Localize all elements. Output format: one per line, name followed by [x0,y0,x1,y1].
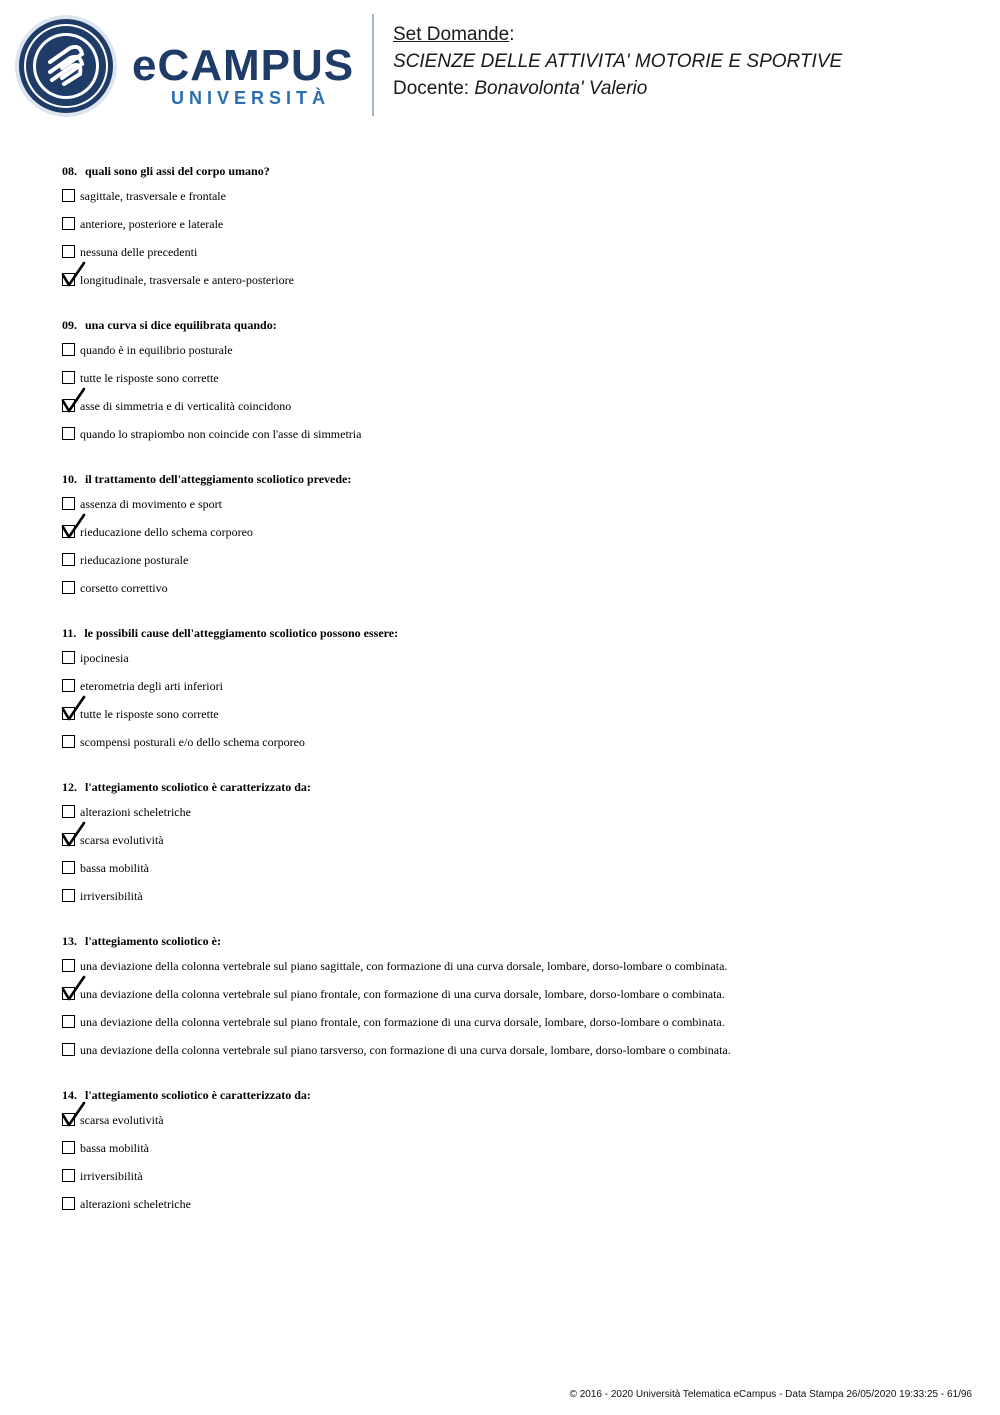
question-title [62,471,962,487]
answer-checkbox[interactable] [62,1141,75,1154]
question-block [62,625,962,763]
answer-option[interactable] [62,427,962,455]
set-label-line: Set Domande: [393,24,515,45]
question-block [62,471,962,609]
answer-option[interactable] [62,861,962,889]
answer-text: una deviazione della colonna vertebrale sul piano frontale, con formazione di una curva dorsale, lombare, dorso-lombare o combinata. [80,987,725,1001]
answer-text: scompensi posturali e/o dello schema corporeo [80,735,305,749]
question-title [62,317,962,333]
answer-option[interactable] [62,1043,962,1071]
answer-checkbox[interactable] [62,1043,75,1056]
answer-text: rieducazione posturale [80,553,189,567]
answer-option[interactable] [62,805,962,833]
answer-option[interactable] [62,679,962,707]
answer-text: irriversibilità [80,1169,143,1183]
question-list [62,163,962,1241]
answer-option[interactable] [62,245,962,273]
answer-text: scarsa evolutività [80,1113,164,1127]
question-number: 14. [62,1088,77,1102]
universita-logo-text: UNIVERSITÀ [171,88,331,108]
answer-checkbox[interactable] [62,1169,75,1182]
answer-text: irriversibilità [80,889,143,903]
answer-checkbox[interactable] [62,217,75,230]
question-text: l'attegiamento scoliotico è caratterizzato da: [85,780,311,794]
question-title [62,933,962,949]
answer-option[interactable] [62,833,962,861]
answer-option[interactable] [62,1015,962,1043]
answer-checkbox[interactable] [62,679,75,692]
answer-option[interactable] [62,371,962,399]
answer-option[interactable] [62,399,962,427]
answer-checkbox[interactable] [62,861,75,874]
question-block [62,779,962,917]
answer-text: tutte le risposte sono corrette [80,371,219,385]
answer-checkbox[interactable] [62,189,75,202]
answer-text: una deviazione della colonna vertebrale sul piano tarsverso, con formazione di una curva dorsale, lombare, dorso-lombare o combinata. [80,1043,731,1057]
question-number: 13. [62,934,77,948]
answer-text: quando è in equilibrio posturale [80,343,233,357]
question-number: 08. [62,164,77,178]
answer-text: tutte le risposte sono corrette [80,707,219,721]
answer-text: nessuna delle precedenti [80,245,198,259]
answer-checkbox[interactable] [62,651,75,664]
teacher-line [393,78,647,100]
question-block [62,933,962,1071]
answer-text: quando lo strapiombo non coincide con l'asse di simmetria [80,427,362,441]
answer-text: longitudinale, trasversale e antero-posteriore [80,273,294,287]
answer-text: bassa mobilità [80,1141,149,1155]
answer-option[interactable] [62,987,962,1015]
set-label: Set Domande [393,24,510,45]
answer-checkbox[interactable] [62,371,75,384]
answer-checkbox[interactable] [62,553,75,566]
answer-checkbox[interactable] [62,343,75,356]
answer-text: sagittale, trasversale e frontale [80,189,226,203]
answer-option[interactable] [62,1141,962,1169]
question-number: 10. [62,472,77,486]
answer-text: bassa mobilità [80,861,149,875]
question-title [62,1087,962,1103]
question-block [62,317,962,455]
answer-option[interactable] [62,343,962,371]
answer-option[interactable] [62,525,962,553]
question-text: l'attegiamento scoliotico è caratterizzato da: [85,1088,311,1102]
question-text: il trattamento dell'atteggiamento scoliotico prevede: [85,472,352,486]
answer-option[interactable] [62,273,962,301]
answer-checkbox[interactable] [62,1197,75,1210]
answer-checkbox[interactable] [62,581,75,594]
question-number: 09. [62,318,77,332]
answer-text: alterazioni scheletriche [80,805,191,819]
answer-option[interactable] [62,651,962,679]
answer-option[interactable] [62,497,962,525]
answer-checkbox[interactable] [62,889,75,902]
answer-option[interactable] [62,1197,962,1225]
answer-checkbox[interactable] [62,497,75,510]
answer-text: una deviazione della colonna vertebrale sul piano sagittale, con formazione di una curva dorsale, lombare, dorso-lombare o combinata. [80,959,728,973]
answer-option[interactable] [62,959,962,987]
answer-option[interactable] [62,735,962,763]
teacher-name: Bonavolonta' Valerio [474,78,648,99]
answer-text: scarsa evolutività [80,833,164,847]
question-text: l'attegiamento scoliotico è: [85,934,221,948]
question-text: le possibili cause dell'atteggiamento scoliotico possono essere: [84,626,399,640]
question-block [62,1087,962,1225]
question-block [62,163,962,301]
answer-checkbox[interactable] [62,427,75,440]
ecampus-logo-text: eCAMPUS [132,41,355,90]
answer-option[interactable] [62,1113,962,1141]
answer-text: anteriore, posteriore e laterale [80,217,224,231]
question-title [62,163,962,179]
answer-checkbox[interactable] [62,245,75,258]
answer-checkbox[interactable] [62,805,75,818]
answer-option[interactable] [62,217,962,245]
question-number: 12. [62,780,77,794]
teacher-label: Docente: [393,78,475,99]
question-title [62,779,962,795]
answer-text: asse di simmetria e di verticalità coincidono [80,399,292,413]
course-title: SCIENZE DELLE ATTIVITA' MOTORIE E SPORTIVE [393,51,843,72]
answer-option[interactable] [62,189,962,217]
answer-option[interactable] [62,581,962,609]
answer-option[interactable] [62,1169,962,1197]
answer-text: ipocinesia [80,651,129,665]
question-text: una curva si dice equilibrata quando: [85,318,277,332]
question-text: quali sono gli assi del corpo umano? [85,164,270,178]
page-footer: © 2016 - 2020 Università Telematica eCampus - Data Stampa 26/05/2020 19:33:25 - 61/96 [569,1389,972,1400]
answer-checkbox[interactable] [62,735,75,748]
question-number: 11. [62,626,77,640]
question-title [62,625,962,641]
answer-text: alterazioni scheletriche [80,1197,191,1211]
header-divider [372,14,374,116]
ecampus-seal-logo-icon [14,14,118,118]
page-header [0,0,1000,130]
answer-text: rieducazione dello schema corporeo [80,525,253,539]
answer-checkbox[interactable] [62,1015,75,1028]
answer-text: eterometria degli arti inferiori [80,679,223,693]
answer-text: corsetto correttivo [80,581,168,595]
answer-option[interactable] [62,707,962,735]
answer-option[interactable] [62,553,962,581]
answer-option[interactable] [62,889,962,917]
answer-text: assenza di movimento e sport [80,497,222,511]
answer-text: una deviazione della colonna vertebrale sul piano frontale, con formazione di una curva dorsale, lombare, dorso-lombare o combinata. [80,1015,725,1029]
answer-checkbox[interactable] [62,959,75,972]
